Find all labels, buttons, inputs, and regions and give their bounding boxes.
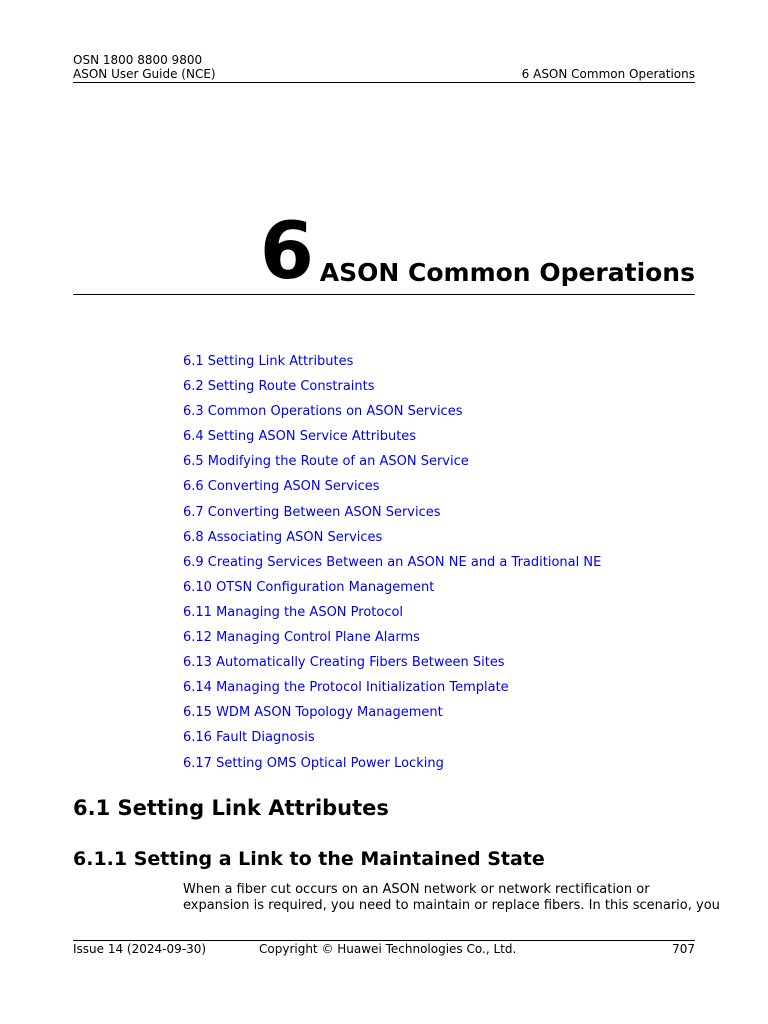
toc-link[interactable]: 6.14 Managing the Protocol Initialization Template <box>183 680 509 696</box>
toc-link[interactable]: 6.6 Converting ASON Services <box>183 479 380 495</box>
paragraph-line: expansion is required, you need to maintain or replace fibers. In this scenario, you <box>183 898 720 913</box>
toc-link[interactable]: 6.3 Common Operations on ASON Services <box>183 404 463 420</box>
header-guide: ASON User Guide (NCE) <box>73 67 216 81</box>
table-of-contents <box>183 352 601 779</box>
subsection-heading: 6.1.1 Setting a Link to the Maintained State <box>73 848 545 870</box>
toc-link[interactable]: 6.11 Managing the ASON Protocol <box>183 604 404 620</box>
toc-link[interactable]: 6.15 WDM ASON Topology Management <box>183 705 443 721</box>
header-product: OSN 1800 8800 9800 <box>73 53 203 67</box>
toc-link[interactable]: 6.16 Fault Diagnosis <box>183 730 315 746</box>
toc-link[interactable]: 6.8 Associating ASON Services <box>183 529 383 545</box>
section-heading: 6.1 Setting Link Attributes <box>73 796 389 820</box>
toc-link[interactable]: 6.7 Converting Between ASON Services <box>183 504 441 520</box>
toc-link[interactable]: 6.1 Setting Link Attributes <box>183 354 354 369</box>
chapter-number: 6 <box>259 207 314 297</box>
header-divider <box>73 82 695 83</box>
paragraph-line: When a fiber cut occurs on an ASON network or network rectification or <box>183 882 650 897</box>
chapter-divider <box>73 294 695 295</box>
page-number: 707 <box>672 942 695 956</box>
footer-copyright: Copyright © Huawei Technologies Co., Ltd. <box>259 942 517 956</box>
toc-link[interactable]: 6.13 Automatically Creating Fibers Between Sites <box>183 655 505 671</box>
toc-link[interactable]: 6.17 Setting OMS Optical Power Locking <box>183 755 444 771</box>
footer-issue: Issue 14 (2024-09-30) <box>73 942 207 956</box>
body-paragraph <box>183 882 720 914</box>
toc-link[interactable]: 6.4 Setting ASON Service Attributes <box>183 429 417 445</box>
toc-link[interactable]: 6.2 Setting Route Constraints <box>183 379 375 395</box>
chapter-heading <box>73 205 695 297</box>
toc-link[interactable]: 6.9 Creating Services Between an ASON NE and a Traditional NE <box>183 554 602 570</box>
footer-divider <box>73 940 695 941</box>
chapter-title: ASON Common Operations <box>319 258 695 287</box>
toc-link[interactable]: 6.10 OTSN Configuration Management <box>183 579 435 595</box>
header-chapter-ref: 6 ASON Common Operations <box>521 67 695 81</box>
toc-link[interactable]: 6.5 Modifying the Route of an ASON Service <box>183 454 469 470</box>
toc-link[interactable]: 6.12 Managing Control Plane Alarms <box>183 630 420 646</box>
page-header <box>73 53 695 81</box>
